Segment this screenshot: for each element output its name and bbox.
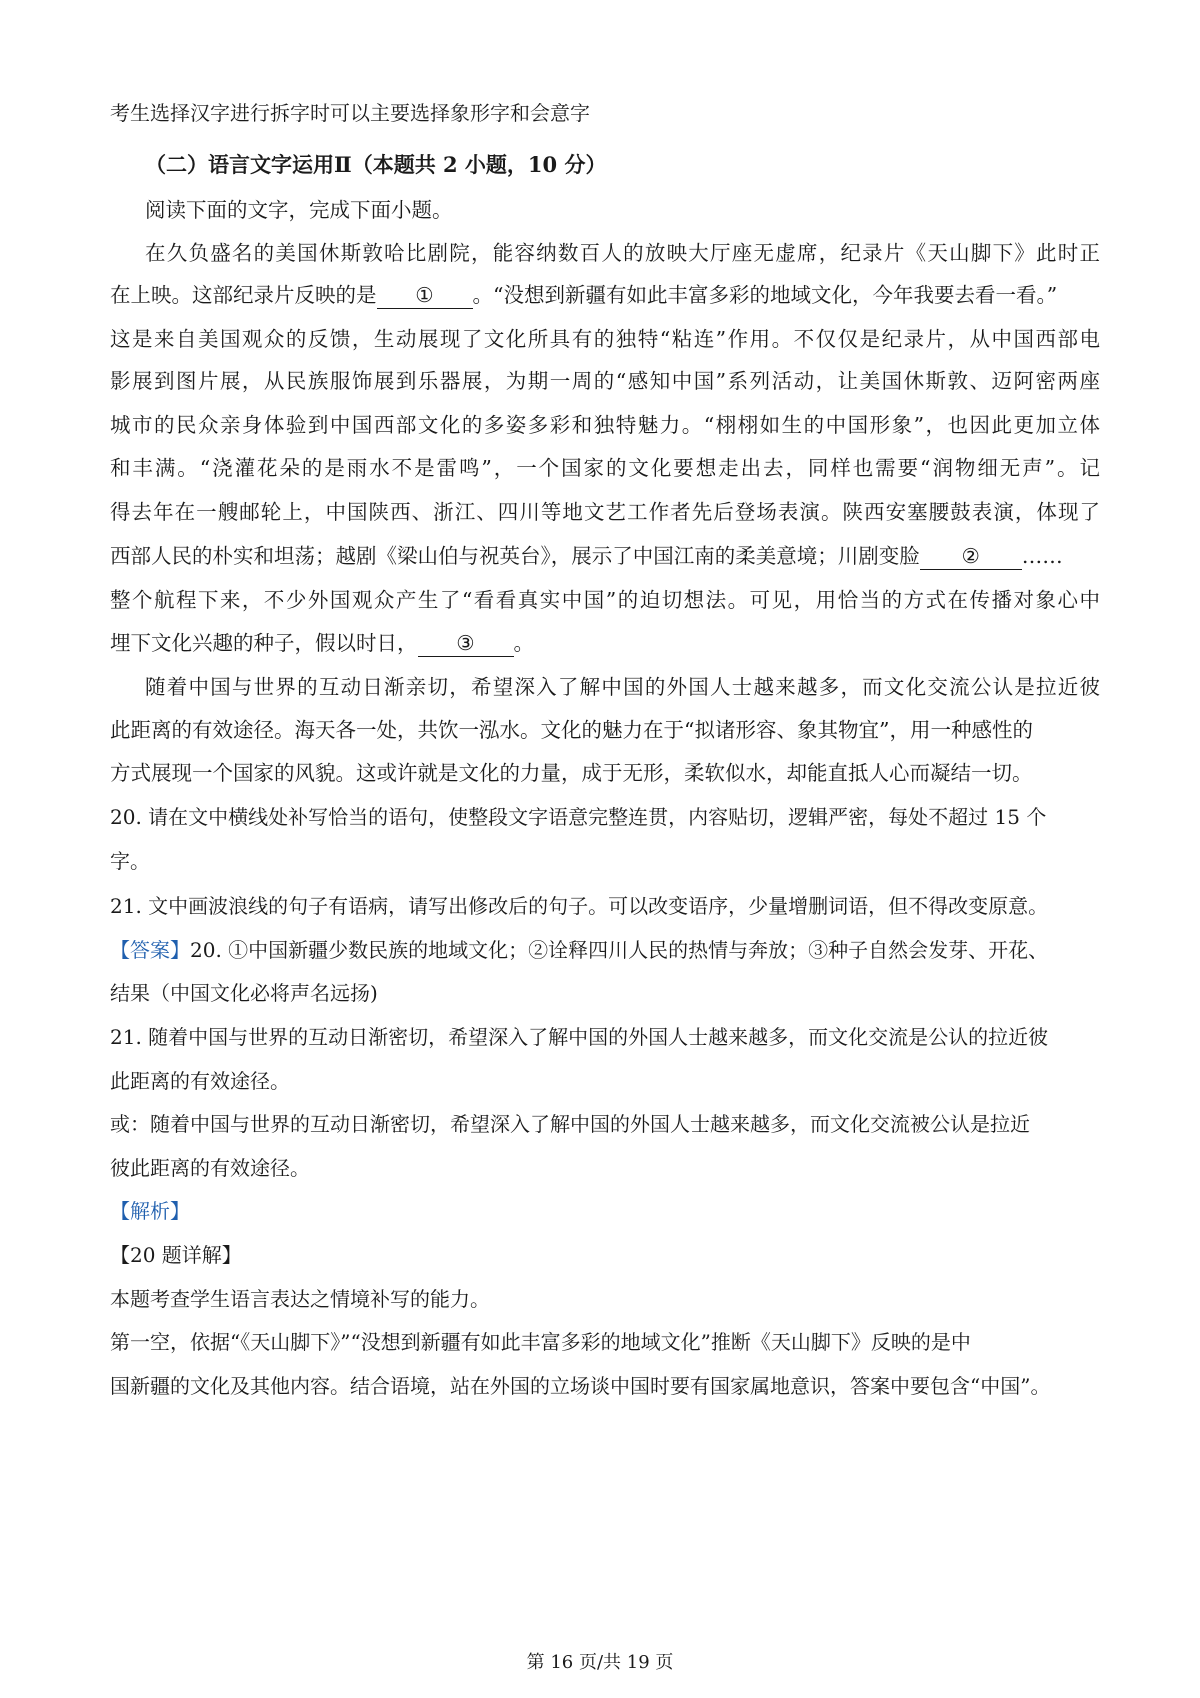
question-line: 字。 — [110, 849, 150, 873]
passage-text: 。 — [513, 631, 534, 655]
answer-text: 20. ①中国新疆少数民族的地域文化；②诠释四川人民的热情与奔放；③种子自然会发芽、开花、 — [190, 938, 1049, 962]
passage-line — [110, 282, 1100, 309]
passage-line: 得去年在一艘邮轮上，中国陕西、浙江、四川等地文艺工作者先后登场表演。陕西安塞腰鼓表演，体现了 — [110, 500, 1100, 524]
question-21: 21. 文中画波浪线的句子有语病，请写出修改后的句子。可以改变语序，少量增删词语，但不得改变原意。 — [110, 894, 1049, 918]
top-note: 考生选择汉字进行拆字时可以主要选择象形字和会意字 — [110, 101, 590, 125]
section-title: （二）语言文字运用Ⅱ（本题共 2 小题，10 分） — [145, 152, 607, 177]
fill-blank-2: ② — [920, 545, 1022, 570]
wavy-sentence: 此距离的有效途径。 — [110, 718, 295, 742]
passage-line: 这是来自美国观众的反馈，生动展现了文化所具有的独特“粘连”作用。不仅仅是纪录片，从中国西部电 — [110, 327, 1100, 351]
analysis-sub-label: 【20 题详解】 — [110, 1243, 242, 1267]
answer-line: 结果（中国文化必将声名远扬) — [110, 981, 378, 1005]
passage-line: 整个航程下来，不少外国观众产生了“看看真实中国”的迫切想法。可见，用恰当的方式在传播对象心中 — [110, 588, 1100, 612]
answer-label: 【答案】 — [110, 938, 190, 962]
passage-line: 城市的民众亲身体验到中国西部文化的多姿多彩和独特魅力。“栩栩如生的中国形象”，也因此更加立体 — [110, 413, 1100, 437]
analysis-label: 【解析】 — [110, 1199, 190, 1223]
passage-line: 影展到图片展，从民族服饰展到乐器展，为期一周的“感知中国”系列活动，让美国休斯敦、迈阿密两座 — [110, 369, 1100, 393]
passage-text: 西部人民的朴实和坦荡；越剧《梁山伯与祝英台》，展示了中国江南的柔美意境；川剧变脸 — [110, 544, 920, 568]
answer-line — [110, 937, 1100, 963]
answer-line: 此距离的有效途径。 — [110, 1069, 290, 1093]
passage-text: 埋下文化兴趣的种子，假以时日， — [110, 631, 418, 655]
instruction: 阅读下面的文字，完成下面小题。 — [145, 198, 453, 222]
passage-line: 方式展现一个国家的风貌。这或许就是文化的力量，成于无形，柔软似水，却能直抵人心而凝结一切。 — [110, 761, 1033, 785]
passage-text: …… — [1021, 544, 1063, 568]
fill-blank-3: ③ — [418, 632, 514, 657]
question-line: 20. 请在文中横线处补写恰当的语句，使整段文字语意完整连贯，内容贴切，逻辑严密，每处不超过 15 个 — [110, 805, 1047, 829]
answer-line: 或：随着中国与世界的互动日渐密切，希望深入了解中国的外国人士越来越多，而文化交流被公认是拉近 — [110, 1112, 1030, 1136]
passage-line: 和丰满。“浇灌花朵的是雨水不是雷鸣”，一个国家的文化要想走出去，同样也需要“润物细无声”。记 — [110, 456, 1100, 480]
answer-line: 21. 随着中国与世界的互动日渐密切，希望深入了解中国的外国人士越来越多，而文化交流是公认的拉近彼 — [110, 1025, 1049, 1049]
passage-text: 海天各一处，共饮一泓水。文化的魅力在于“拟诸形容、象其物宜”，用一种感性的 — [294, 718, 1033, 742]
page-footer: 第 16 页/共 19 页 — [526, 1652, 674, 1673]
passage-line — [145, 674, 1100, 700]
passage-line: 在久负盛名的美国休斯敦哈比剧院，能容纳数百人的放映大厅座无虚席，纪录片《天山脚下》此时正 — [145, 241, 1100, 265]
passage-line — [110, 543, 1100, 570]
wavy-sentence: 随着中国与世界的互动日渐亲切，希望深入了解中国的外国人士越来越多，而文化交流公认是拉近彼 — [145, 675, 1100, 699]
passage-line — [110, 630, 1100, 657]
answer-line: 彼此距离的有效途径。 — [110, 1156, 310, 1180]
fill-blank-1: ① — [377, 284, 473, 309]
analysis-line: 第一空，依据“《天山脚下》”“没想到新疆有如此丰富多彩的地域文化”推断《天山脚下》反映的是中 — [110, 1330, 971, 1354]
analysis-line: 本题考查学生语言表达之情境补写的能力。 — [110, 1287, 490, 1311]
passage-line — [110, 717, 1100, 743]
analysis-line: 国新疆的文化及其他内容。结合语境，站在外国的立场谈中国时要有国家属地意识，答案中要包含“中国”。 — [110, 1374, 1051, 1398]
passage-text: 在上映。这部纪录片反映的是 — [110, 283, 377, 307]
passage-text: 。“没想到新疆有如此丰富多彩的地域文化，今年我要去看一看。” — [472, 283, 1058, 307]
